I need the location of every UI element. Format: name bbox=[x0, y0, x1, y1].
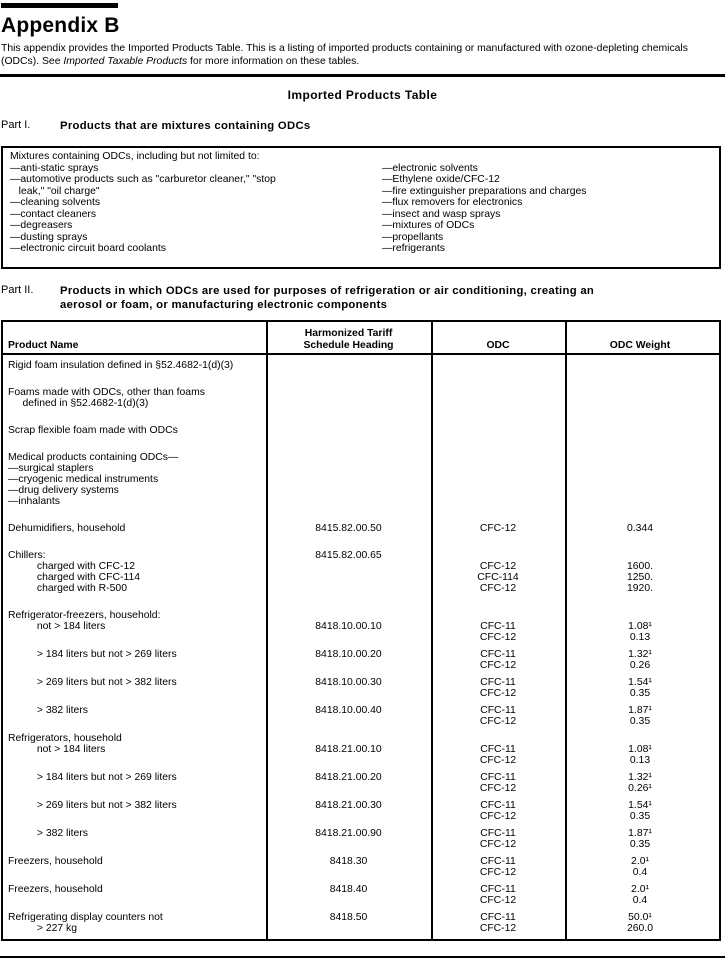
col-header-tariff bbox=[266, 328, 431, 351]
table-row bbox=[3, 550, 719, 594]
table-row bbox=[3, 828, 719, 850]
cell-product bbox=[3, 733, 266, 766]
cell-line: > 227 kg bbox=[8, 923, 78, 934]
cell-weight bbox=[565, 610, 715, 643]
cell-line: 1.32¹ bbox=[628, 772, 652, 783]
cell-line: 0.35 bbox=[629, 716, 651, 727]
cell-line: 0.4 bbox=[632, 867, 648, 878]
cell-line: charged with CFC-12 bbox=[8, 561, 136, 572]
cell-tariff bbox=[266, 610, 431, 643]
cell-line: CFC-11 bbox=[480, 856, 516, 867]
cell-product bbox=[3, 425, 266, 436]
cell-line: Refrigerators, household bbox=[8, 733, 122, 744]
cell-weight bbox=[565, 800, 715, 822]
cell-line: CFC-12 bbox=[479, 561, 517, 572]
cell-line bbox=[565, 610, 715, 621]
cell-product bbox=[3, 912, 266, 934]
cell-line: Refrigerating display counters not bbox=[8, 912, 163, 923]
cell-odc bbox=[431, 772, 565, 794]
cell-line: 2.0¹ bbox=[631, 856, 649, 867]
part1-heading: Products that are mixtures containing ODCs bbox=[60, 120, 311, 132]
list-item: —Ethylene oxide/CFC-12 bbox=[382, 174, 500, 185]
cell-line: CFC-11 bbox=[480, 884, 516, 895]
cell-line: 1.87¹ bbox=[628, 828, 652, 839]
cell-line: CFC-11 bbox=[480, 621, 516, 632]
cell-product bbox=[3, 884, 266, 906]
col-header-odc-weight: ODC Weight bbox=[609, 339, 671, 351]
cell-odc bbox=[431, 452, 565, 507]
cell-line: 1600. bbox=[626, 561, 653, 572]
cell-weight bbox=[565, 360, 715, 371]
cell-weight bbox=[565, 425, 715, 436]
cell-line: —cryogenic medical instruments bbox=[8, 474, 159, 485]
cell-line: > 184 liters but not > 269 liters bbox=[8, 649, 177, 660]
cell-line: 0.344 bbox=[626, 523, 653, 534]
cell-weight bbox=[565, 452, 715, 507]
cell-line: —surgical staplers bbox=[8, 463, 94, 474]
cell-product bbox=[3, 387, 266, 409]
page-title: Appendix B bbox=[1, 14, 120, 37]
cell-tariff bbox=[266, 800, 431, 822]
cell-line: 0.13 bbox=[629, 755, 651, 766]
part1-left-list bbox=[10, 163, 382, 255]
cell-line: CFC-11 bbox=[480, 744, 516, 755]
cell-weight bbox=[565, 387, 715, 409]
cell-tariff bbox=[266, 677, 431, 699]
cell-tariff bbox=[266, 523, 431, 534]
cell-weight bbox=[565, 884, 715, 906]
table-row bbox=[3, 733, 719, 766]
list-item: —insect and wasp sprays bbox=[382, 208, 501, 220]
cell-line: CFC-11 bbox=[480, 828, 516, 839]
cell-line: Freezers, household bbox=[8, 884, 103, 895]
list-item: —contact cleaners bbox=[10, 208, 97, 220]
cell-line: 0.35 bbox=[629, 839, 651, 850]
cell-line: > 184 liters but not > 269 liters bbox=[8, 772, 177, 783]
part1-heading-row bbox=[1, 119, 721, 133]
cell-odc bbox=[431, 856, 565, 878]
cell-product bbox=[3, 677, 266, 699]
list-item: —dusting sprays bbox=[10, 231, 88, 243]
cell-odc bbox=[431, 425, 565, 436]
cell-line: 1.08¹ bbox=[628, 621, 652, 632]
table-row bbox=[3, 523, 719, 534]
cell-line: CFC-11 bbox=[480, 649, 516, 660]
cell-line: CFC-12 bbox=[479, 632, 517, 643]
list-item: —degreasers bbox=[10, 220, 73, 231]
cell-line: CFC-12 bbox=[479, 688, 517, 699]
cell-line: 8418.10.00.10 bbox=[315, 621, 382, 632]
cell-tariff bbox=[266, 733, 431, 766]
part2-heading bbox=[60, 284, 594, 312]
cell-product bbox=[3, 452, 266, 507]
cell-product bbox=[3, 705, 266, 727]
cell-line: defined in §52.4682-1(d)(3) bbox=[8, 398, 149, 409]
col-header-tariff-line2: Schedule Heading bbox=[303, 339, 394, 351]
cell-weight bbox=[565, 733, 715, 766]
intro-text-2: for more information on these tables. bbox=[187, 55, 360, 67]
cell-tariff bbox=[266, 425, 431, 436]
list-item: leak," "oil charge" bbox=[10, 185, 100, 197]
cell-weight bbox=[565, 856, 715, 878]
list-item: —electronic circuit board coolants bbox=[10, 243, 166, 254]
cell-line: charged with R-500 bbox=[8, 583, 127, 594]
table-row bbox=[3, 425, 719, 436]
list-item: —mixtures of ODCs bbox=[382, 220, 475, 231]
cell-line: Medical products containing ODCs— bbox=[8, 452, 179, 463]
part2-heading-line1: Products in which ODCs are used for purposes of refrigeration or air conditioning, creating an bbox=[60, 285, 595, 297]
list-item: —automotive products such as "carburetor cleaner," "stop bbox=[10, 174, 276, 185]
table-header-row bbox=[3, 322, 719, 355]
part1-label: Part I. bbox=[1, 119, 31, 131]
cell-weight bbox=[565, 772, 715, 794]
cell-line: 0.4 bbox=[632, 895, 648, 906]
cell-tariff bbox=[266, 705, 431, 727]
intro-text-1: This appendix provides the Imported Products Table. This is a listing of imported products containing or manufactured with ozone-depleting chemicals (ODCs). See bbox=[1, 43, 688, 67]
cell-weight bbox=[565, 705, 715, 727]
cell-tariff bbox=[266, 884, 431, 906]
cell-line: CFC-11 bbox=[480, 912, 516, 923]
cell-line: 8418.10.00.40 bbox=[315, 705, 382, 716]
cell-line: > 269 liters but not > 382 liters bbox=[8, 800, 177, 811]
col-header-tariff-line1: Harmonized Tariff bbox=[304, 328, 393, 339]
cell-weight bbox=[565, 828, 715, 850]
cell-tariff bbox=[266, 452, 431, 507]
cell-line: Chillers: bbox=[8, 550, 46, 561]
cell-odc bbox=[431, 523, 565, 534]
cell-line bbox=[431, 550, 565, 561]
cell-product bbox=[3, 360, 266, 371]
cell-line: —drug delivery systems bbox=[8, 485, 119, 496]
page-bottom-rule bbox=[0, 956, 725, 958]
table-row bbox=[3, 610, 719, 643]
cell-line: 0.26 bbox=[629, 660, 651, 671]
cell-line: 0.35 bbox=[629, 688, 651, 699]
cell-line: 8418.21.00.20 bbox=[315, 772, 382, 783]
table-row bbox=[3, 884, 719, 906]
cell-line: CFC-12 bbox=[479, 583, 517, 594]
cell-line: 0.13 bbox=[629, 632, 651, 643]
table-row bbox=[3, 677, 719, 699]
cell-tariff bbox=[266, 772, 431, 794]
cell-weight bbox=[565, 912, 715, 934]
cell-line: Foams made with ODCs, other than foams bbox=[8, 387, 205, 398]
cell-line: CFC-12 bbox=[479, 895, 517, 906]
table-row bbox=[3, 800, 719, 822]
products-table bbox=[1, 320, 721, 941]
cell-line bbox=[431, 733, 565, 744]
cell-line: CFC-114 bbox=[477, 572, 519, 583]
cell-line: charged with CFC-114 bbox=[8, 572, 141, 583]
cell-line: Rigid foam insulation defined in §52.4682-1(d)(3) bbox=[8, 360, 234, 371]
cell-odc bbox=[431, 360, 565, 371]
table-row bbox=[3, 649, 719, 671]
cell-line: 8418.40 bbox=[329, 884, 368, 895]
list-item: —propellants bbox=[382, 231, 444, 243]
cell-product bbox=[3, 610, 266, 643]
cell-line: —inhalants bbox=[8, 496, 60, 507]
cell-tariff bbox=[266, 360, 431, 371]
col-header-odc: ODC bbox=[486, 339, 510, 351]
cell-line: 1.54¹ bbox=[628, 800, 652, 811]
cell-line: 8418.50 bbox=[329, 912, 368, 923]
cell-line: 8418.10.00.20 bbox=[315, 649, 382, 660]
cell-line: 1250. bbox=[626, 572, 653, 583]
cell-line: > 269 liters but not > 382 liters bbox=[8, 677, 177, 688]
cell-line: CFC-12 bbox=[479, 755, 517, 766]
cell-line bbox=[565, 733, 715, 744]
cell-line: CFC-12 bbox=[479, 923, 517, 934]
cell-line: 0.35 bbox=[629, 811, 651, 822]
cell-line: > 382 liters bbox=[8, 705, 88, 716]
cell-line bbox=[431, 610, 565, 621]
cell-odc bbox=[431, 550, 565, 594]
cell-odc bbox=[431, 912, 565, 934]
cell-line bbox=[565, 550, 715, 561]
cell-tariff bbox=[266, 828, 431, 850]
cell-line: CFC-12 bbox=[479, 783, 517, 794]
cell-product bbox=[3, 772, 266, 794]
cell-product bbox=[3, 523, 266, 534]
cell-odc bbox=[431, 705, 565, 727]
cell-line: CFC-11 bbox=[480, 677, 516, 688]
cell-line: CFC-12 bbox=[479, 839, 517, 850]
list-item: —cleaning solvents bbox=[10, 197, 101, 208]
column-divider bbox=[565, 322, 567, 939]
table-row bbox=[3, 705, 719, 727]
list-item: —fire extinguisher preparations and charges bbox=[382, 185, 587, 197]
cell-line: Dehumidifiers, household bbox=[8, 523, 126, 534]
cell-weight bbox=[565, 550, 715, 594]
cell-line: CFC-12 bbox=[479, 523, 517, 534]
cell-weight bbox=[565, 523, 715, 534]
cell-tariff bbox=[266, 856, 431, 878]
cell-line: CFC-11 bbox=[480, 772, 516, 783]
cell-line: CFC-12 bbox=[479, 716, 517, 727]
list-item: —anti-static sprays bbox=[10, 162, 99, 174]
cell-tariff bbox=[266, 387, 431, 409]
cell-line: 1.87¹ bbox=[628, 705, 652, 716]
cell-tariff bbox=[266, 649, 431, 671]
table-row bbox=[3, 452, 719, 507]
cell-line: 2.0¹ bbox=[631, 884, 649, 895]
list-item: —electronic solvents bbox=[382, 162, 478, 174]
mixtures-box bbox=[1, 146, 721, 269]
cell-odc bbox=[431, 733, 565, 766]
cell-odc bbox=[431, 800, 565, 822]
cell-line: CFC-12 bbox=[479, 811, 517, 822]
cell-line: 1920. bbox=[626, 583, 653, 594]
cell-line: 8418.21.00.10 bbox=[315, 744, 382, 755]
part1-right-list bbox=[382, 163, 712, 255]
cell-line: not > 184 liters bbox=[8, 744, 106, 755]
cell-odc bbox=[431, 884, 565, 906]
part2-heading-row bbox=[1, 284, 721, 312]
cell-odc bbox=[431, 828, 565, 850]
cell-line: CFC-11 bbox=[480, 705, 516, 716]
cell-line: 8418.30 bbox=[329, 856, 368, 867]
cell-line: Freezers, household bbox=[8, 856, 103, 867]
intro-paragraph bbox=[1, 43, 722, 68]
cell-line: CFC-11 bbox=[480, 800, 516, 811]
cell-line: Scrap flexible foam made with ODCs bbox=[8, 425, 178, 436]
cell-line: 0.26¹ bbox=[628, 783, 652, 794]
cell-product bbox=[3, 828, 266, 850]
table-row bbox=[3, 912, 719, 934]
cell-weight bbox=[565, 649, 715, 671]
cell-line: > 382 liters bbox=[8, 828, 88, 839]
imported-products-table-title: Imported Products Table bbox=[287, 88, 438, 102]
cell-line: 8418.10.00.30 bbox=[315, 677, 382, 688]
cell-odc bbox=[431, 649, 565, 671]
cell-line: Refrigerator-freezers, household: bbox=[8, 610, 161, 621]
cell-line: 1.32¹ bbox=[628, 649, 652, 660]
cell-product bbox=[3, 856, 266, 878]
cell-line bbox=[266, 733, 431, 744]
table-row bbox=[3, 772, 719, 794]
section-divider-rule bbox=[0, 74, 725, 77]
table-row bbox=[3, 856, 719, 878]
mixtures-box-intro: Mixtures containing ODCs, including but not limited to: bbox=[10, 151, 260, 162]
products-table-body bbox=[3, 355, 719, 939]
part2-label: Part II. bbox=[1, 284, 34, 296]
cell-product bbox=[3, 550, 266, 594]
cell-line: not > 184 liters bbox=[8, 621, 106, 632]
table-row bbox=[3, 387, 719, 409]
cell-line: 1.08¹ bbox=[628, 744, 652, 755]
cell-line: 8418.21.00.90 bbox=[315, 828, 382, 839]
cell-line: CFC-12 bbox=[479, 867, 517, 878]
cell-odc bbox=[431, 387, 565, 409]
cell-line: 1.54¹ bbox=[628, 677, 652, 688]
cell-line: CFC-12 bbox=[479, 660, 517, 671]
cell-weight bbox=[565, 677, 715, 699]
cell-odc bbox=[431, 677, 565, 699]
cell-line: 50.0¹ bbox=[628, 912, 652, 923]
cell-tariff bbox=[266, 912, 431, 934]
list-item: —flux removers for electronics bbox=[382, 197, 523, 208]
cell-product bbox=[3, 800, 266, 822]
cell-odc bbox=[431, 610, 565, 643]
cell-line: 8415.82.00.65 bbox=[315, 550, 382, 561]
table-row bbox=[3, 360, 719, 371]
mixtures-box-columns bbox=[10, 163, 712, 255]
cell-line: 260.0 bbox=[626, 923, 653, 934]
column-divider bbox=[431, 322, 433, 939]
cell-line bbox=[266, 610, 431, 621]
header-rule-bar bbox=[1, 3, 118, 8]
col-header-product-name: Product Name bbox=[8, 339, 79, 351]
cell-product bbox=[3, 649, 266, 671]
cell-line: 8418.21.00.30 bbox=[315, 800, 382, 811]
list-item: —refrigerants bbox=[382, 243, 445, 254]
intro-italic-reference: Imported Taxable Products bbox=[63, 55, 188, 67]
cell-line: 8415.82.00.50 bbox=[315, 523, 382, 534]
column-divider bbox=[266, 322, 268, 939]
cell-tariff bbox=[266, 550, 431, 594]
part2-heading-line2: aerosol or foam, or manufacturing electronic components bbox=[60, 299, 388, 311]
